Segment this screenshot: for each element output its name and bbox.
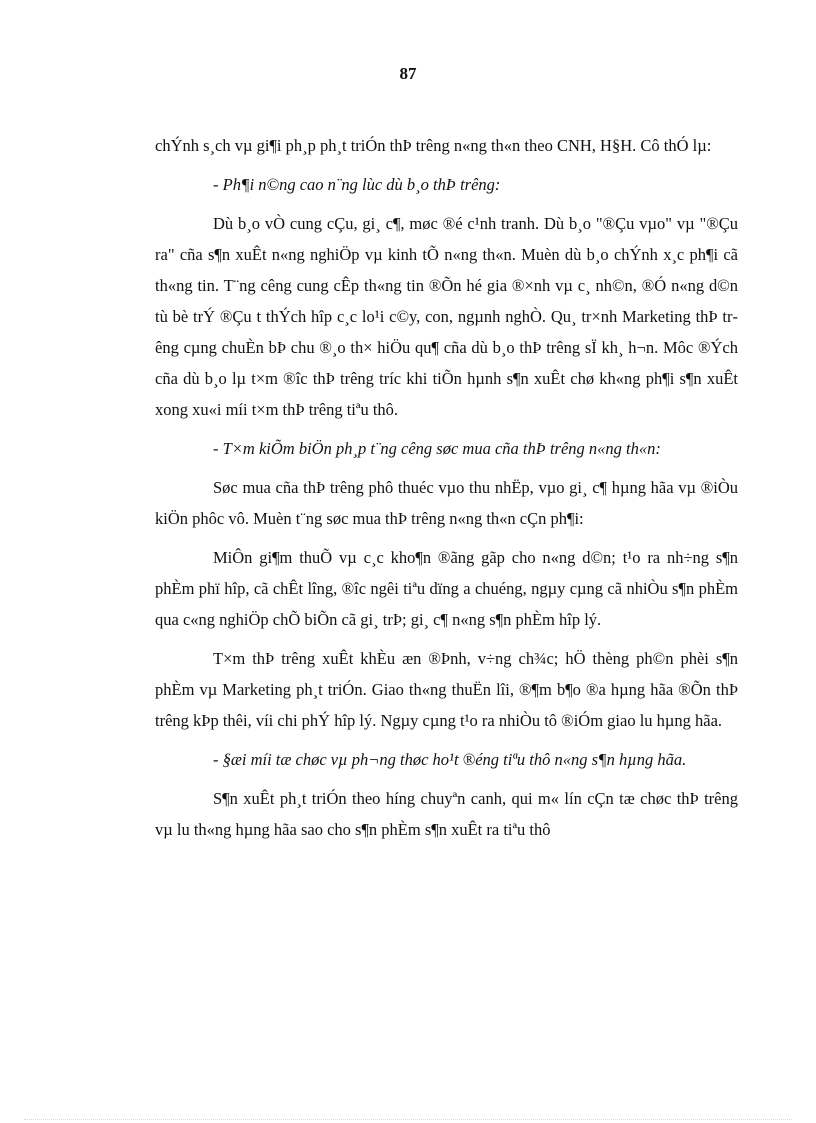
paragraph-tax-exemption: MiÔn gi¶m thuÕ vµ c¸c kho¶n ®ãng gãp cho n«ng d©n; t¹o ra nh÷ng s¶n phÈm phï hîp, cã chÊt lîng, ®îc ngêi tiªu dïng a chuéng, ngµy cµng cã nhiÒu s¶n phÈm qua c«ng nghiÖp chÕ biÕn cã gi¸ trÞ; gi¸ c¶ n«ng s¶n phÈm hîp lý. [155,548,738,629]
paragraph-forecast: Dù b¸o vÒ cung cÇu, gi¸ c¶, møc ®é c¹nh tranh. Dù b¸o "®Çu vµo" vµ "®Çu ra" cña s¶n xuÊt n«ng nghiÖp vµ kinh tÕ n«ng th«n. Muèn dù b¸o chÝnh x¸c ph¶i cã th«ng tin. T¨ng cêng cung cÊp th«ng tin ®Õn hé gia ®×nh vµ c¸ nh©n, ®Ó n«ng d©n tù bè trÝ ®Çu t thÝch hîp c¸c lo¹i c©y, con, ngµnh nghÒ. Qu¸ tr×nh Marketing thÞ trêng cµng chuÈn bÞ chu ®¸o th× hiÖu qu¶ cña dù b¸o thÞ trêng sÏ kh¸ h¬n. Môc ®Ých cña dù b¸o lµ t×m ®îc thÞ trêng tríc khi tiÕn hµnh s¶n xuÊt chø kh«ng ph¶i s¶n xuÊt xong xu«i míi t×m thÞ trêng tiªu thô. [155,214,738,419]
page-number: 87 [399,64,417,83]
heading-organization: - §æi míi tæ chøc vµ ph¬ng thøc ho¹t ®éng tiªu thô n«ng s¶n hµng hãa. [213,750,687,769]
paragraph-intro: chÝnh s¸ch vµ gi¶i ph¸p ph¸t triÓn thÞ trêng n«ng th«n theo CNH, H§H. Cô thÓ lµ: [155,136,712,155]
heading-forecast: - Ph¶i n©ng cao n¨ng lùc dù b¸o thÞ trêng: [213,175,501,194]
paragraph-organization: S¶n xuÊt ph¸t triÓn theo híng chuyªn canh, qui m« lín cÇn tæ chøc thÞ trêng vµ lu th«ng hµng hãa sao cho s¶n phÈm s¶n xuÊt ra tiªu thô [155,789,738,839]
body-text [155,130,738,853]
heading-purchasing-power: - T×m kiÕm biÖn ph¸p t¨ng cêng søc mua cña thÞ trêng n«ng th«n: [213,439,661,458]
paragraph-export-market: T×m thÞ trêng xuÊt khÈu æn ®Þnh, v÷ng ch¾c; hÖ thèng ph©n phèi s¶n phÈm vµ Marketing ph¸t triÓn. Giao th«ng thuËn lîi, ®¶m b¶o ®a hµng hãa ®Õn thÞ trêng kÞp thêi, víi chi phÝ hîp lý. Ngµy cµng t¹o ra nhiÒu tô ®iÓm giao lu hµng hãa. [155,649,738,730]
paragraph-purchasing-power: Søc mua cña thÞ trêng phô thuéc vµo thu nhËp, vµo gi¸ c¶ hµng hãa vµ ®iÒu kiÖn phôc vô. Muèn t¨ng søc mua thÞ trêng n«ng th«n cÇn ph¶i: [155,478,738,528]
page-bottom-divider [24,1119,792,1120]
